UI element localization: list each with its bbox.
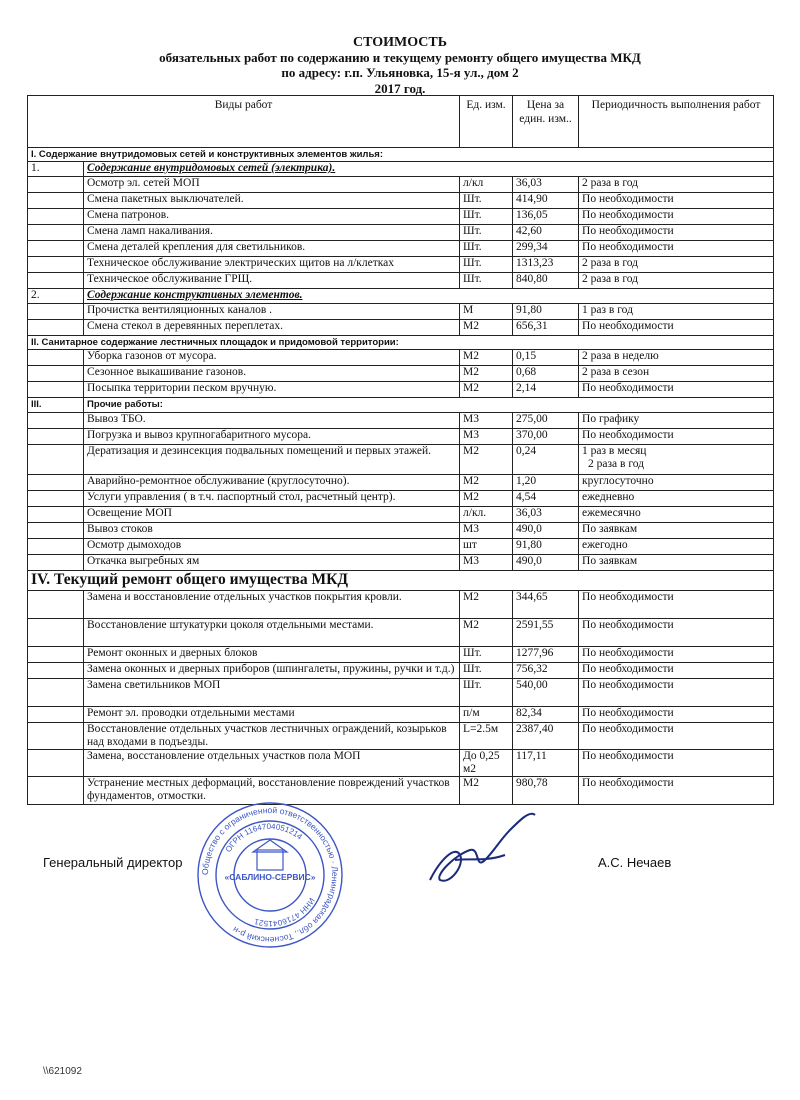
period-text: По необходимости <box>582 241 674 253</box>
table-row <box>28 304 774 320</box>
work-price: 42,60 <box>513 225 579 241</box>
table-row <box>28 162 774 177</box>
table-row <box>28 539 774 555</box>
work-name: Освещение МОП <box>84 507 460 523</box>
work-name: Смена деталей крепления для светильников. <box>84 241 460 257</box>
row-spacer <box>28 619 84 647</box>
table-row <box>28 619 774 647</box>
work-period <box>579 777 774 805</box>
work-period <box>579 555 774 571</box>
work-unit: М3 <box>460 523 513 539</box>
period-text: По графику <box>582 413 640 425</box>
period-text: 2 раза в год <box>582 257 639 269</box>
period-text: По заявкам <box>582 523 638 535</box>
work-period <box>579 273 774 289</box>
period-text: По необходимости <box>582 320 674 332</box>
work-price: 490,0 <box>513 555 579 571</box>
period-text: По необходимости <box>582 777 674 789</box>
work-unit: Шт. <box>460 225 513 241</box>
row-spacer <box>28 413 84 429</box>
work-price: 344,65 <box>513 591 579 619</box>
work-price: 370,00 <box>513 429 579 445</box>
column-header-unit: Ед. изм. <box>460 96 513 148</box>
work-unit: М2 <box>460 591 513 619</box>
work-price: 1313,23 <box>513 257 579 273</box>
work-period <box>579 707 774 723</box>
work-name: Дератизация и дезинсекция подвальных помещений и первых этажей. <box>84 445 460 475</box>
table-row <box>28 777 774 805</box>
handwritten-signature <box>410 800 560 900</box>
work-price: 136,05 <box>513 209 579 225</box>
stamp-ogrn: ОГРН 1164704051214 <box>223 821 304 854</box>
work-period <box>579 209 774 225</box>
work-name: Уборка газонов от мусора. <box>84 350 460 366</box>
work-name: Смена патронов. <box>84 209 460 225</box>
stamp-outer-text: Общество с ограниченной ответственностью · Ленинградская обл., Тосненский р-н <box>199 804 341 946</box>
work-price: 656,31 <box>513 320 579 336</box>
table-row <box>28 336 774 350</box>
document-year: 2017 год. <box>374 81 426 96</box>
period-text: По необходимости <box>582 225 674 237</box>
row-spacer <box>28 225 84 241</box>
table-row <box>28 663 774 679</box>
subsection-title: Содержание конструктивных элементов. <box>84 289 774 304</box>
document-title: СТОИМОСТЬ <box>352 35 448 50</box>
period-text: По необходимости <box>582 647 674 659</box>
work-unit: Шт. <box>460 663 513 679</box>
table-row <box>28 475 774 491</box>
section-title: Прочие работы: <box>84 398 774 413</box>
work-name: Восстановление отдельных участков лестничных ограждений, козырьков над входами в подъезды. <box>84 723 460 750</box>
work-unit: L=2.5м <box>460 723 513 750</box>
period-text: 2 раза в сезон <box>582 366 650 378</box>
work-price: 490,0 <box>513 523 579 539</box>
row-spacer <box>28 382 84 398</box>
period-text: По необходимости <box>582 193 674 205</box>
work-name: Вывоз стоков <box>84 523 460 539</box>
table-row <box>28 679 774 707</box>
table-row <box>28 177 774 193</box>
work-period <box>579 320 774 336</box>
row-spacer <box>28 491 84 507</box>
work-period <box>579 619 774 647</box>
period-text: По необходимости <box>582 619 674 631</box>
work-unit: л/кл. <box>460 507 513 523</box>
work-price: 840,80 <box>513 273 579 289</box>
work-name: Смена пакетных выключателей. <box>84 193 460 209</box>
table-row <box>28 193 774 209</box>
work-unit: М2 <box>460 366 513 382</box>
period-text-2: 2 раза в год <box>588 458 645 470</box>
column-header-period: Периодичность выполнения работ <box>579 96 774 148</box>
work-period <box>579 257 774 273</box>
work-period <box>579 679 774 707</box>
work-unit: М2 <box>460 491 513 507</box>
table-row <box>28 225 774 241</box>
stamp-company: «САБЛИНО-СЕРВИС» <box>224 872 316 882</box>
work-unit: М <box>460 304 513 320</box>
work-period <box>579 177 774 193</box>
work-name: Замена светильников МОП <box>84 679 460 707</box>
period-text: 1 раз в год <box>582 304 633 316</box>
work-period <box>579 723 774 750</box>
work-name: Смена ламп накаливания. <box>84 225 460 241</box>
work-period <box>579 491 774 507</box>
works-table <box>27 95 774 805</box>
work-period <box>579 445 774 475</box>
period-text: 2 раза в год <box>582 273 639 285</box>
subsection-number: 1. <box>28 162 84 177</box>
work-name: Ремонт оконных и дверных блоков <box>84 647 460 663</box>
table-row <box>28 591 774 619</box>
period-text: 1 раз в месяц <box>582 445 647 457</box>
work-period <box>579 475 774 491</box>
work-unit: М3 <box>460 555 513 571</box>
work-name: Смена стекол в деревянных переплетах. <box>84 320 460 336</box>
work-price: 756,32 <box>513 663 579 679</box>
row-spacer <box>28 193 84 209</box>
work-period <box>579 647 774 663</box>
work-period <box>579 366 774 382</box>
table-row <box>28 273 774 289</box>
period-text: 2 раза в неделю <box>582 350 659 362</box>
table-row <box>28 707 774 723</box>
work-name: Техническое обслуживание ГРЩ. <box>84 273 460 289</box>
table-row <box>28 750 774 777</box>
work-unit: Шт. <box>460 273 513 289</box>
row-spacer <box>28 663 84 679</box>
work-unit: М2 <box>460 619 513 647</box>
work-unit: М2 <box>460 777 513 805</box>
work-period <box>579 241 774 257</box>
row-spacer <box>28 707 84 723</box>
table-row <box>28 647 774 663</box>
table-row <box>28 571 774 591</box>
work-price: 980,78 <box>513 777 579 805</box>
row-spacer <box>28 257 84 273</box>
work-price: 36,03 <box>513 507 579 523</box>
work-price: 2,14 <box>513 382 579 398</box>
row-spacer <box>28 647 84 663</box>
period-text: По заявкам <box>582 555 638 567</box>
column-header-price: Цена за един. изм.. <box>513 96 579 148</box>
work-period <box>579 429 774 445</box>
works-table-body <box>28 148 774 805</box>
work-period <box>579 523 774 539</box>
work-unit: Шт. <box>460 257 513 273</box>
row-spacer <box>28 750 84 777</box>
work-name: Прочистка вентиляционных каналов . <box>84 304 460 320</box>
period-text: 2 раза в год <box>582 177 639 189</box>
work-price: 0,15 <box>513 350 579 366</box>
work-period <box>579 382 774 398</box>
work-name: Откачка выгребных ям <box>84 555 460 571</box>
table-row <box>28 491 774 507</box>
work-name: Осмотр дымоходов <box>84 539 460 555</box>
row-spacer <box>28 539 84 555</box>
row-spacer <box>28 445 84 475</box>
work-period <box>579 225 774 241</box>
work-unit: М2 <box>460 475 513 491</box>
work-period <box>579 539 774 555</box>
table-row <box>28 429 774 445</box>
table-row <box>28 382 774 398</box>
row-spacer <box>28 475 84 491</box>
period-text: По необходимости <box>582 750 674 762</box>
work-price: 540,00 <box>513 679 579 707</box>
work-price: 414,90 <box>513 193 579 209</box>
row-spacer <box>28 723 84 750</box>
table-row <box>28 289 774 304</box>
work-price: 299,34 <box>513 241 579 257</box>
table-row <box>28 445 774 475</box>
stamp-building-icon <box>253 840 287 870</box>
work-period <box>579 750 774 777</box>
period-text: По необходимости <box>582 723 674 735</box>
column-header-works: Виды работ <box>28 96 460 148</box>
work-period <box>579 350 774 366</box>
table-row <box>28 723 774 750</box>
work-price: 91,80 <box>513 304 579 320</box>
work-period <box>579 304 774 320</box>
work-name: Погрузка и вывоз крупногабаритного мусора. <box>84 429 460 445</box>
svg-text:ОГРН 1164704051214 <box>224 822 305 854</box>
work-name: Устранение местных деформаций, восстановление повреждений участков фундаментов, отмостки. <box>84 777 460 805</box>
row-spacer <box>28 320 84 336</box>
work-name: Ремонт эл. проводки отдельными местами <box>84 707 460 723</box>
row-spacer <box>28 273 84 289</box>
table-row <box>28 366 774 382</box>
work-price: 117,11 <box>513 750 579 777</box>
period-text: По необходимости <box>582 591 674 603</box>
subsection-title: Содержание внутридомовых сетей (электрика). <box>84 162 774 177</box>
table-row <box>28 320 774 336</box>
table-row <box>28 413 774 429</box>
section-title: II. Санитарное содержание лестничных площадок и придомовой территории: <box>28 336 774 350</box>
work-unit: М2 <box>460 382 513 398</box>
period-text: По необходимости <box>582 679 674 691</box>
footer-code: \\621092 <box>43 1066 82 1077</box>
stamp-inn: ИНН 4716041521 <box>253 896 317 929</box>
document-address: по адресу: г.п. Ульяновка, 15-я ул., дом 2 <box>281 65 519 80</box>
work-unit: М2 <box>460 350 513 366</box>
work-unit: л/кл <box>460 177 513 193</box>
work-unit: Шт. <box>460 241 513 257</box>
section-number: III. <box>28 398 84 413</box>
work-price: 4,54 <box>513 491 579 507</box>
work-period <box>579 507 774 523</box>
row-spacer <box>28 591 84 619</box>
work-unit: М3 <box>460 429 513 445</box>
work-unit: М2 <box>460 445 513 475</box>
table-row <box>28 209 774 225</box>
period-text: По необходимости <box>582 663 674 675</box>
work-price: 36,03 <box>513 177 579 193</box>
subsection-number: 2. <box>28 289 84 304</box>
period-text: По необходимости <box>582 209 674 221</box>
work-unit: Шт. <box>460 679 513 707</box>
work-name: Осмотр эл. сетей МОП <box>84 177 460 193</box>
table-row <box>28 507 774 523</box>
work-price: 1,20 <box>513 475 579 491</box>
work-name: Сезонное выкашивание газонов. <box>84 366 460 382</box>
work-price: 2591,55 <box>513 619 579 647</box>
row-spacer <box>28 523 84 539</box>
row-spacer <box>28 241 84 257</box>
row-spacer <box>28 350 84 366</box>
period-text: круглосуточно <box>582 475 654 487</box>
work-unit: М2 <box>460 320 513 336</box>
work-unit: До 0,25 м2 <box>460 750 513 777</box>
work-name: Замена и восстановление отдельных участков покрытия кровли. <box>84 591 460 619</box>
work-price: 1277,96 <box>513 647 579 663</box>
work-price: 2387,40 <box>513 723 579 750</box>
row-spacer <box>28 366 84 382</box>
work-price: 0,24 <box>513 445 579 475</box>
row-spacer <box>28 777 84 805</box>
work-unit: Шт. <box>460 647 513 663</box>
work-name: Замена, восстановление отдельных участков пола МОП <box>84 750 460 777</box>
table-row <box>28 398 774 413</box>
work-price: 91,80 <box>513 539 579 555</box>
work-name: Вывоз ТБО. <box>84 413 460 429</box>
row-spacer <box>28 679 84 707</box>
work-name: Восстановление штукатурки цоколя отдельными местами. <box>84 619 460 647</box>
row-spacer <box>28 507 84 523</box>
work-unit: Шт. <box>460 209 513 225</box>
work-unit: Шт. <box>460 193 513 209</box>
work-name: Аварийно-ремонтное обслуживание (круглосуточно). <box>84 475 460 491</box>
work-unit: п/м <box>460 707 513 723</box>
period-text: По необходимости <box>582 382 674 394</box>
table-row <box>28 257 774 273</box>
work-price: 0,68 <box>513 366 579 382</box>
work-period <box>579 591 774 619</box>
work-unit: шт <box>460 539 513 555</box>
row-spacer <box>28 304 84 320</box>
signatory-position: Генеральный директор <box>43 855 183 870</box>
period-text: ежедневно <box>582 491 635 503</box>
period-text: По необходимости <box>582 707 674 719</box>
row-spacer <box>28 429 84 445</box>
signatory-name: А.С. Нечаев <box>598 855 672 870</box>
work-name: Техническое обслуживание электрических щитов на л/клетках <box>84 257 460 273</box>
work-period <box>579 663 774 679</box>
company-stamp <box>195 800 345 950</box>
work-period <box>579 193 774 209</box>
period-text: ежегодно <box>582 539 628 551</box>
table-row <box>28 523 774 539</box>
work-period <box>579 413 774 429</box>
work-price: 275,00 <box>513 413 579 429</box>
work-name: Услуги управления ( в т.ч. паспортный стол, расчетный центр). <box>84 491 460 507</box>
work-name: Замена оконных и дверных приборов (шпингалеты, пружины, ручки и т.д.) <box>84 663 460 679</box>
section-title: IV. Текущий ремонт общего имущества МКД <box>28 571 774 591</box>
document-subtitle: обязательных работ по содержанию и текущему ремонту общего имущества МКД <box>159 50 641 65</box>
table-row <box>28 555 774 571</box>
row-spacer <box>28 555 84 571</box>
table-row <box>28 241 774 257</box>
table-row <box>28 350 774 366</box>
row-spacer <box>28 209 84 225</box>
work-price: 82,34 <box>513 707 579 723</box>
work-name: Посыпка территории песком вручную. <box>84 382 460 398</box>
period-text: По необходимости <box>582 429 674 441</box>
section-title: I. Содержание внутридомовых сетей и конструктивных элементов жилья: <box>28 148 774 162</box>
period-text: ежемесячно <box>582 507 641 519</box>
row-spacer <box>28 177 84 193</box>
table-row <box>28 148 774 162</box>
work-unit: М3 <box>460 413 513 429</box>
